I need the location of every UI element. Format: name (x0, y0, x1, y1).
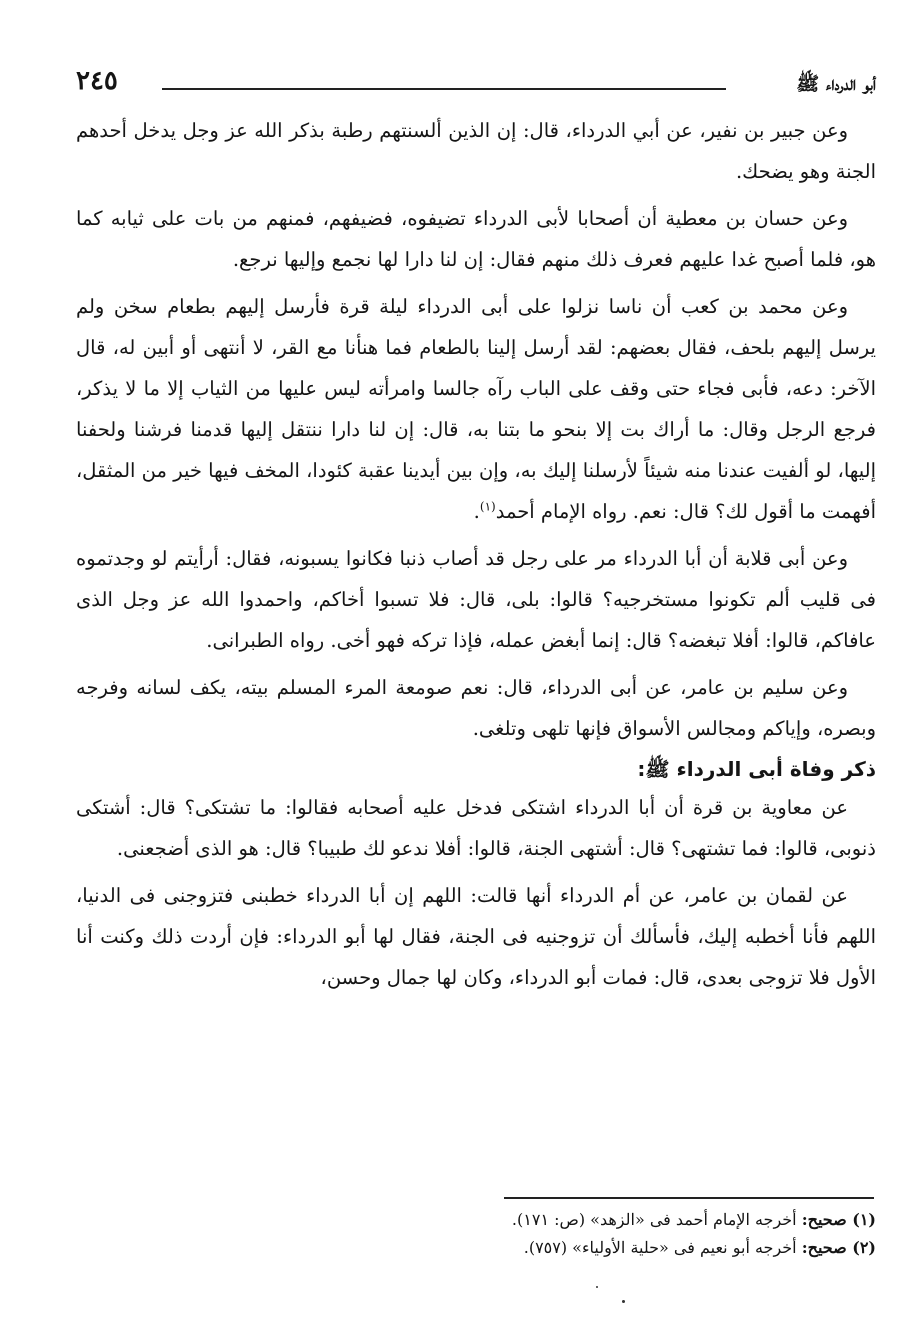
footnote-1-label: (١) صحيح: (801, 1210, 876, 1229)
footnote-1 (76, 1206, 876, 1234)
paragraph-3-text: وعن محمد بن كعب أن ناسا نزلوا على أبى الدرداء ليلة قرة فأرسل إليهم بطعام سخن ولم يرسل إليهم بلحف، فقال بعضهم: لقد أرسل إلينا بالطعام فما هنأنا مع القر، لا أنتهى أو أبين له، قال الآخر: دعه، فأبى فجاء حتى وقف على الباب رآه جالسا وامرأته ليس عليها من الثياب إلا ما لا يذكر، فرجع الرجل وقال: ما أراك بت إلا بنحو ما بتنا به، قال: إن لنا دارا ننتقل إليها قدمنا فرشنا ولحفنا إليها، لو ألفيت عندنا منه شيئاً لأرسلنا إليك به، وإن بين أيدينا عقبة كئودا، المخف فيها خير من المثقل، أفهمت ما أقول لك؟ قال: نعم. رواه الإمام أحمد (76, 295, 876, 523)
footnote-rule (504, 1197, 874, 1199)
paragraph-5: وعن سليم بن عامر، عن أبى الدرداء، قال: نعم صومعة المرء المسلم بيته، يكف لسانه وفرجه وبصره، وإياكم ومجالس الأسواق فإنها تلهى وتلغى. (76, 676, 876, 740)
main-text (76, 110, 876, 998)
paragraph-7: عن لقمان بن عامر، عن أم الدرداء أنها قالت: اللهم إن أبا الدرداء خطبنى فتزوجنى فى الدنيا، اللهم فأنا أخطبه إليك، فأسألك أن تزوجنيه فى الجنة، فقال لها أبو الدرداء: فإن أردت ذلك وكنت أنا الأول فلا تزوجى بعدى، قال: فمات أبو الدرداء، وكان لها جمال وحسن، (76, 884, 876, 989)
header-rule (162, 88, 726, 90)
paragraph-4: وعن أبى قلابة أن أبا الدرداء مر على رجل قد أصاب ذنبا فكانوا يسبونه، فقال: أرأيتم لو وجدتموه فى قليب ألم تكونوا مستخرجيه؟ قالوا: بلى، قال: فلا تسبوا أخاكم، واحمدوا الله عز وجل الذى عافاكم، قالوا: أفلا تبغضه؟ قال: إنما أبغض عمله، فإذا تركه فهو أخى. رواه الطبرانى. (76, 547, 876, 652)
footnote-ref-1: (١) (479, 499, 496, 514)
footnote-2-label: (٢) صحيح: (801, 1238, 876, 1257)
paragraph-2: وعن حسان بن معطية أن أصحابا لأبى الدرداء تضيفوه، فضيفهم، فمنهم من بات على ثيابه كما هو، فلما أصبح غدا عليهم فعرف ذلك منهم فقال: إن لنا دارا لها نجمع وإليها نرجع. (76, 207, 876, 271)
scan-speck (596, 1286, 598, 1288)
footnotes (76, 1206, 876, 1262)
page-header (76, 62, 876, 102)
paragraph-6: عن معاوية بن قرة أن أبا الدرداء اشتكى فدخل عليه أصحابه فقالوا: ما تشتكى؟ قال: أشتكى ذنوبى، قالوا: فما تشتهى؟ قال: أشتهى الجنة، قالوا: أفلا ندعو لك طبيبا؟ قال: هو الذى أضجعنى. (76, 796, 876, 860)
footnote-1-text: أخرجه الإمام أحمد فى «الزهد» (ص: ١٧١). (511, 1210, 797, 1229)
paragraph-3 (76, 286, 876, 532)
paragraph-1: وعن جبير بن نفير، عن أبي الدرداء، قال: إن الذين ألسنتهم رطبة بذكر الله عز وجل يدخل أحدهم الجنة وهو يضحك. (76, 119, 876, 183)
footnote-2 (76, 1234, 876, 1262)
scan-speck (622, 1300, 625, 1303)
footnote-2-text: أخرجه أبو نعيم فى «حلية الأولياء» (٧٥٧). (523, 1238, 797, 1257)
paragraph-3-end: . (473, 500, 480, 523)
section-heading: ذكر وفاة أبى الدرداء ﷺ: (637, 757, 876, 781)
page-number: ٢٤٥ (76, 66, 118, 96)
running-title: أبو الدرداء ﷺ (796, 73, 876, 95)
